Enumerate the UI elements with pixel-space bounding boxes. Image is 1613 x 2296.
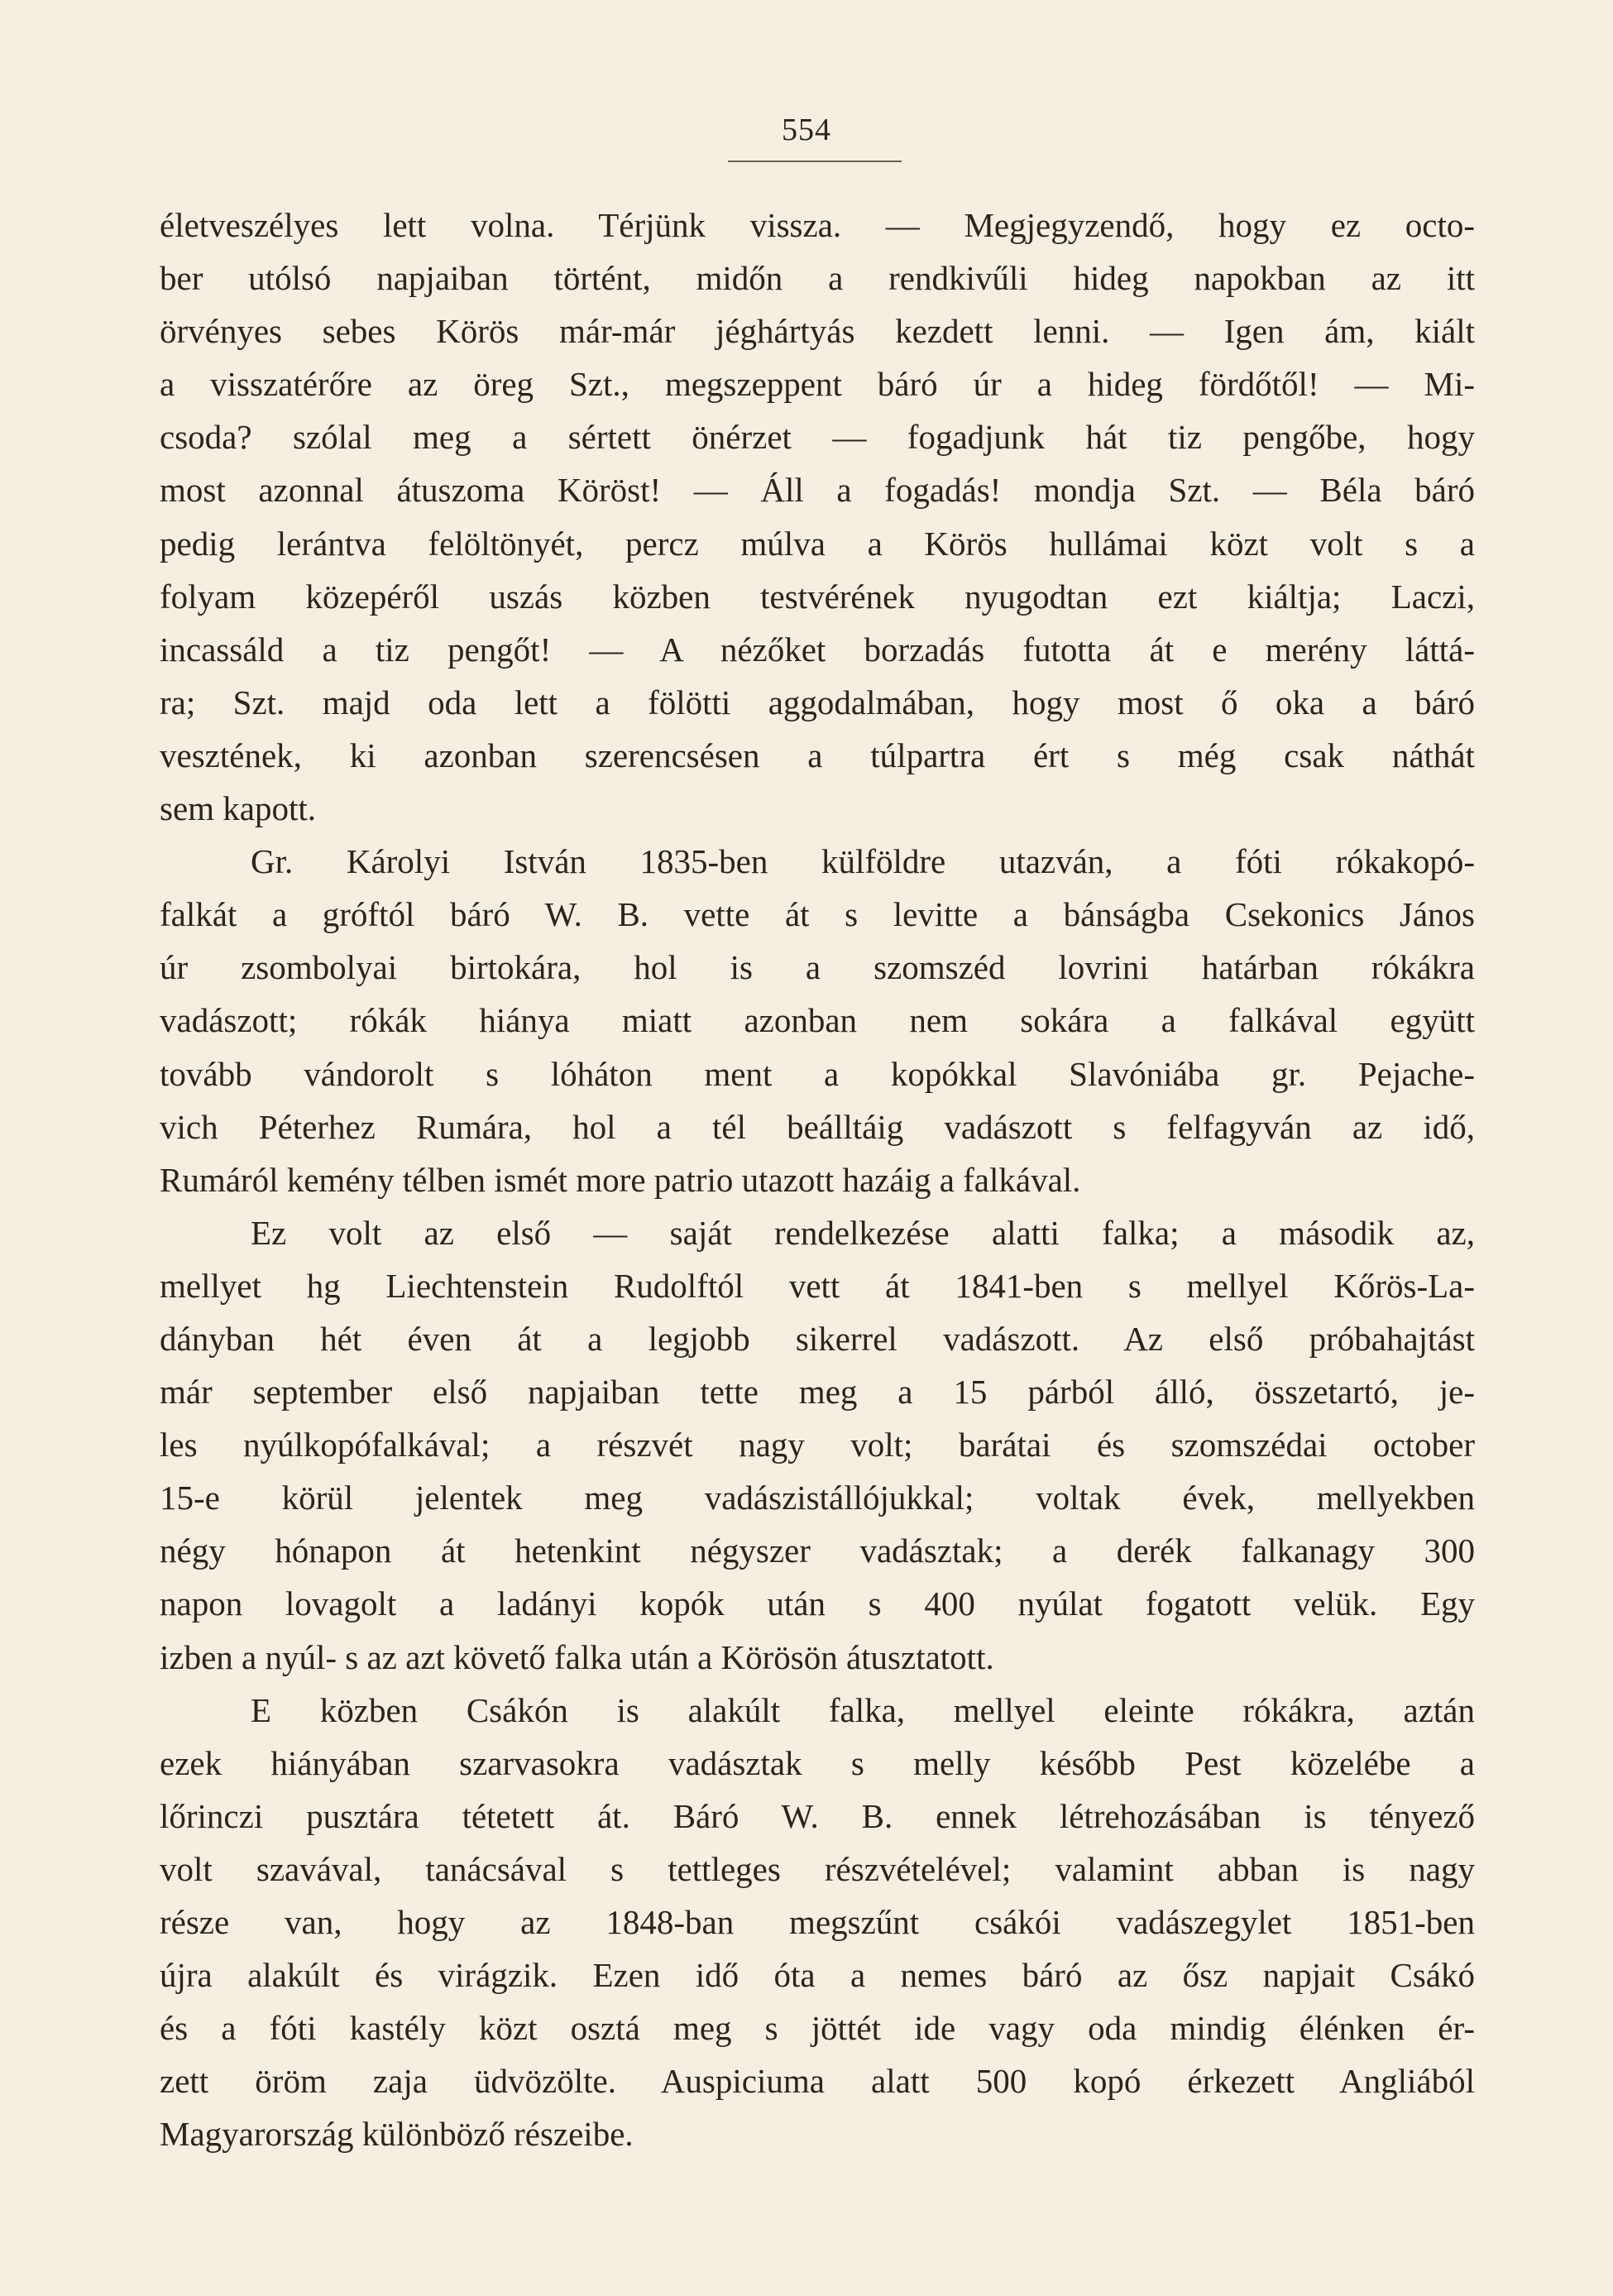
text-line: volt szavával, tanácsával s tettleges részvételével; valamint abban is nagy [160, 1849, 1475, 1888]
text-line: izben a nyúl- s az azt követő falka után a Körösön átusztatott. [160, 1637, 994, 1676]
body-text [160, 199, 1475, 2160]
text-line: most azonnal átuszoma Köröst! — Áll a fogadás! mondja Szt. — Béla báró [160, 471, 1475, 510]
text-line: pedig lerántva felöltönyét, percz múlva a Körös hullámai közt volt s a [160, 524, 1475, 563]
text-line: napon lovagolt a ladányi kopók után s 400 nyúlat fogatott velük. Egy [160, 1584, 1475, 1623]
text-line: ra; Szt. majd oda lett a fölötti aggodalmában, hogy most ő oka a báró [160, 683, 1475, 721]
text-line: incassáld a tiz pengőt! — A nézőket borzadás futotta át e merény láttá- [160, 630, 1475, 669]
text-line: ber utólsó napjaiban történt, midőn a rendkivűli hideg napokban az itt [160, 259, 1475, 298]
text-line: lőrinczi pusztára tétetett át. Báró W. B. ennek létrehozásában is tényező [160, 1796, 1475, 1835]
text-line: csoda? szólal meg a sértett önérzet — fogadjunk hát tiz pengőbe, hogy [160, 418, 1475, 457]
text-line: négy hónapon át hetenkint négyszer vadásztak; a derék falkanagy 300 [160, 1531, 1475, 1570]
text-line: sem kapott. [160, 789, 317, 828]
text-line: életveszélyes lett volna. Térjünk vissza. — Megjegyzendő, hogy ez octo- [160, 206, 1475, 244]
text-line: zett öröm zaja üdvözölte. Auspiciuma alatt 500 kopó érkezett Angliából [160, 2062, 1475, 2101]
text-line: vesztének, ki azonban szerencsésen a túlpartra ért s még csak náthát [160, 736, 1475, 774]
text-line: ezek hiányában szarvasokra vadásztak s melly később Pest közelébe a [160, 1743, 1475, 1782]
paragraph-start-line: E közben Csákón is alakúlt falka, mellyel eleinte rókákra, aztán [251, 1690, 1475, 1729]
text-line: vadászott; rókák hiánya miatt azonban nem sokára a falkával együtt [160, 1001, 1475, 1040]
text-line: már september első napjaiban tette meg a 15 párból álló, összetartó, je- [160, 1373, 1475, 1412]
text-line: úr zsombolyai birtokára, hol is a szomszéd lovrini határban rókákra [160, 948, 1475, 987]
text-line: dányban hét éven át a legjobb sikerrel vadászott. Az első próbahajtást [160, 1319, 1475, 1358]
text-line: mellyet hg Liechtenstein Rudolftól vett át 1841-ben s mellyel Kőrös-La- [160, 1266, 1475, 1305]
text-line: örvényes sebes Körös már-már jéghártyás kezdett lenni. — Igen ám, kiált [160, 312, 1475, 351]
text-line: vich Péterhez Rumára, hol a tél beálltáig vadászott s felfagyván az idő, [160, 1107, 1475, 1146]
text-line: Magyarország különböző részeibe. [160, 2115, 634, 2154]
text-line: tovább vándorolt s lóháton ment a kopókkal Slavóniába gr. Pejache- [160, 1054, 1475, 1093]
text-line: les nyúlkopófalkával; a részvét nagy volt; barátai és szomszédai october [160, 1426, 1475, 1464]
page-number: 554 [782, 113, 831, 147]
text-line: 15-e körül jelentek meg vadászistállójukkal; voltak évek, mellyekben [160, 1479, 1475, 1517]
text-line: újra alakúlt és virágzik. Ezen idő óta a nemes báró az ősz napjait Csákó [160, 1956, 1475, 1995]
text-line: falkát a gróftól báró W. B. vette át s levitte a bánságba Csekonics János [160, 895, 1475, 934]
text-line: Rumáról kemény télben ismét more patrio utazott hazáig a falkával. [160, 1160, 1081, 1199]
page-number-rule [728, 161, 902, 162]
paragraph-start-line: Ez volt az első — saját rendelkezése alatti falka; a második az, [251, 1213, 1475, 1252]
text-line: a visszatérőre az öreg Szt., megszeppent báró úr a hideg fördőtől! — Mi- [160, 365, 1475, 404]
paragraph-start-line: Gr. Károlyi István 1835-ben külföldre utazván, a fóti rókakopó- [251, 842, 1475, 881]
text-line: és a fóti kastély közt osztá meg s jöttét ide vagy oda mindig élénken ér- [160, 2009, 1475, 2048]
text-line: része van, hogy az 1848-ban megszűnt csákói vadászegylet 1851-ben [160, 1903, 1475, 1941]
text-line: folyam közepéről uszás közben testvérének nyugodtan ezt kiáltja; Laczi, [160, 577, 1475, 616]
